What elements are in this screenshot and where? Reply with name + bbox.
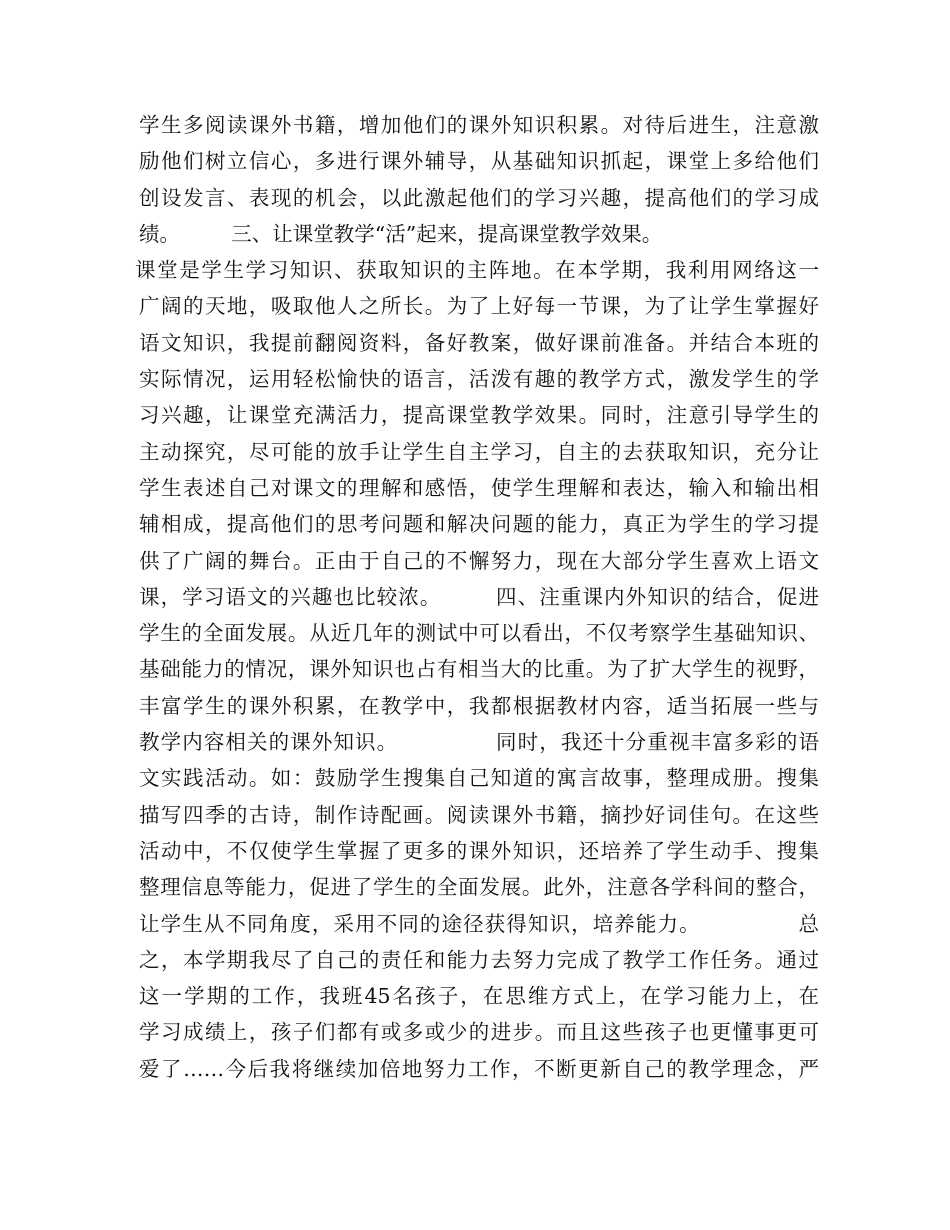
text-line-8: 实际情况，运用轻松愉快的语言，活泼有趣的教学方式，激发学生的学 [139,367,819,392]
text-line-20: 描写四季的古诗，制作诗配画。阅读课外书籍，摘抄好词佳句。在这些 [139,802,819,827]
text-line-25: 这一学期的工作，我班45名孩子，在思维方式上，在学习能力上，在 [139,984,819,1009]
text-line-21: 活动中，不仅使学生掌握了更多的课外知识，还培养了学生动手、搜集 [139,838,819,863]
text-line-13: 供了广阔的舞台。正由于自己的不懈努力，现在大部分学生喜欢上语文 [139,548,819,573]
text-line-6: 广阔的天地，吸取他人之所长。为了上好每一节课，为了让学生掌握好 [139,294,819,319]
text-line-19: 文实践活动。如：鼓励学生搜集自己知道的寓言故事，整理成册。搜集 [139,766,819,791]
text-line-9: 习兴趣，让课堂充满活力，提高课堂教学效果。同时，注意引导学生的 [139,403,819,428]
text-line-23: 让学生从不同角度，采用不同的途径获得知识，培养能力。 总 [139,911,819,936]
text-line-26: 学习成绩上，孩子们都有或多或少的进步。而且这些孩子也更懂事更可 [139,1020,819,1045]
text-line-14: 课，学习语文的兴趣也比较浓。 四、注重课内外知识的结合，促进 [139,584,819,609]
text-line-16: 基础能力的情况，课外知识也占有相当大的比重。为了扩大学生的视野， [139,657,819,682]
body-text [135,107,819,1087]
text-line-27: 爱了……今后我将继续加倍地努力工作，不断更新自己的教学理念，严 [139,1056,819,1081]
text-line-18: 教学内容相关的课外知识。 同时，我还十分重视丰富多彩的语 [139,730,819,755]
text-line-3: 创设发言、表现的机会，以此激起他们的学习兴趣，提高他们的学习成 [139,185,819,210]
text-line-15: 学生的全面发展。从近几年的测试中可以看出，不仅考察学生基础知识、 [139,621,819,646]
text-line-4: 绩。 三、让课堂教学“活”起来，提高课堂教学效果。 [139,221,663,246]
text-line-11: 学生表述自己对课文的理解和感悟，使学生理解和表达，输入和输出相 [139,475,819,500]
text-line-17: 丰富学生的课外积累，在教学中，我都根据教材内容，适当拓展一些与 [139,693,819,718]
text-line-5: 课堂是学生学习知识、获取知识的主阵地。在本学期，我利用网络这一 [135,258,819,283]
text-line-24: 之，本学期我尽了自己的责任和能力去努力完成了教学工作任务。通过 [139,947,819,972]
text-line-2: 励他们树立信心，多进行课外辅导，从基础知识抓起，课堂上多给他们 [139,149,819,174]
text-line-7: 语文知识，我提前翻阅资料，备好教案，做好课前准备。并结合本班的 [139,330,819,355]
text-line-12: 辅相成，提高他们的思考问题和解决问题的能力，真正为学生的学习提 [139,512,819,537]
text-line-10: 主动探究，尽可能的放手让学生自主学习，自主的去获取知识，充分让 [139,439,819,464]
text-line-1: 学生多阅读课外书籍，增加他们的课外知识积累。对待后进生，注意激 [139,113,819,137]
text-line-22: 整理信息等能力，促进了学生的全面发展。此外，注意各学科间的整合， [139,875,819,900]
